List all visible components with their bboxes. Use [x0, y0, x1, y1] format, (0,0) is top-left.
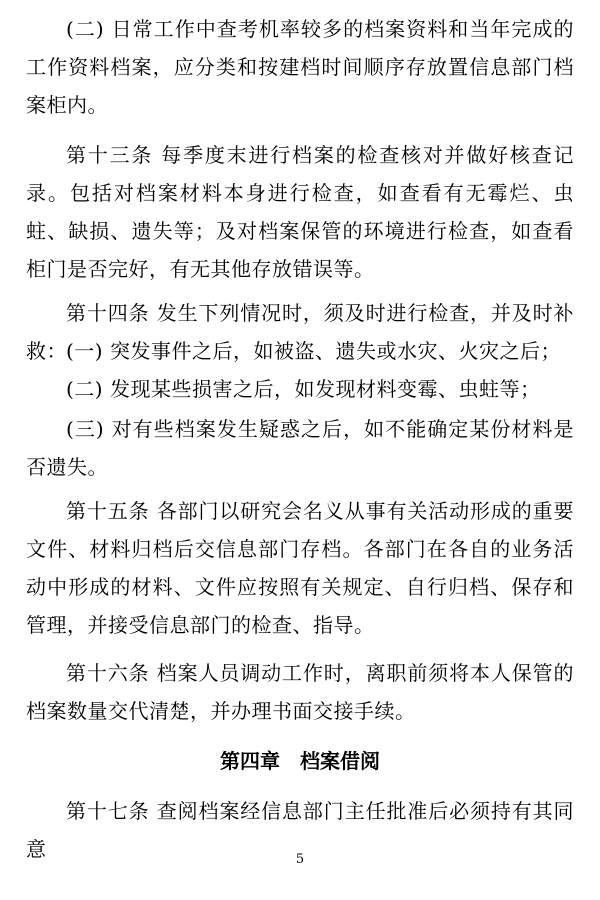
- paragraph-article-17: 第十七条 查阅档案经信息部门主任批准后必须持有其同意: [26, 799, 574, 861]
- paragraph-article-14: 第十四条 发生下列情况时，须及时进行检查，并及时补救：: [26, 301, 574, 363]
- chapter-heading: 第四章 档案借阅: [220, 749, 380, 773]
- paragraph-item-1: (一) 突发事件之后，如被盗、遗失或水灾、火灾之后；: [66, 339, 561, 363]
- paragraph-item-2b: (二) 发现某些损害之后，如发现材料变霉、虫蛀等；: [66, 377, 541, 401]
- paragraph-article-16: 第十六条 档案人员调动工作时，离职前须将本人保管的档案数量交代清楚，并办理书面交接手续。: [26, 661, 574, 723]
- paragraph-item-2: (二) 日常工作中查考机率较多的档案资料和当年完成的工作资料档案，应分类和按建档时间顺序存放置信息部门档案柜内。: [26, 17, 574, 117]
- document-page: [26, 0, 574, 900]
- paragraph-article-15: 第十五条 各部门以研究会名义从事有关活动形成的重要文件、材料归档后交信息部门存档。各部门在各自的业务活动中形成的材料、文件应按照有关规定、自行归档、保存和管理，并接受信息部门的检查、指导。: [26, 499, 574, 637]
- page-number: 5: [295, 852, 305, 867]
- paragraph-item-3: (三) 对有些档案发生疑惑之后，如不能确定某份材料是否遗失。: [26, 417, 574, 479]
- paragraph-article-13: 第十三条 每季度末进行档案的检查核对并做好核查记录。包括对档案材料本身进行检查，如查看有无霉烂、虫蛀、缺损、遗失等；及对档案保管的环境进行检查，如查看柜门是否完好，有无其他存放错误等。: [26, 143, 574, 281]
